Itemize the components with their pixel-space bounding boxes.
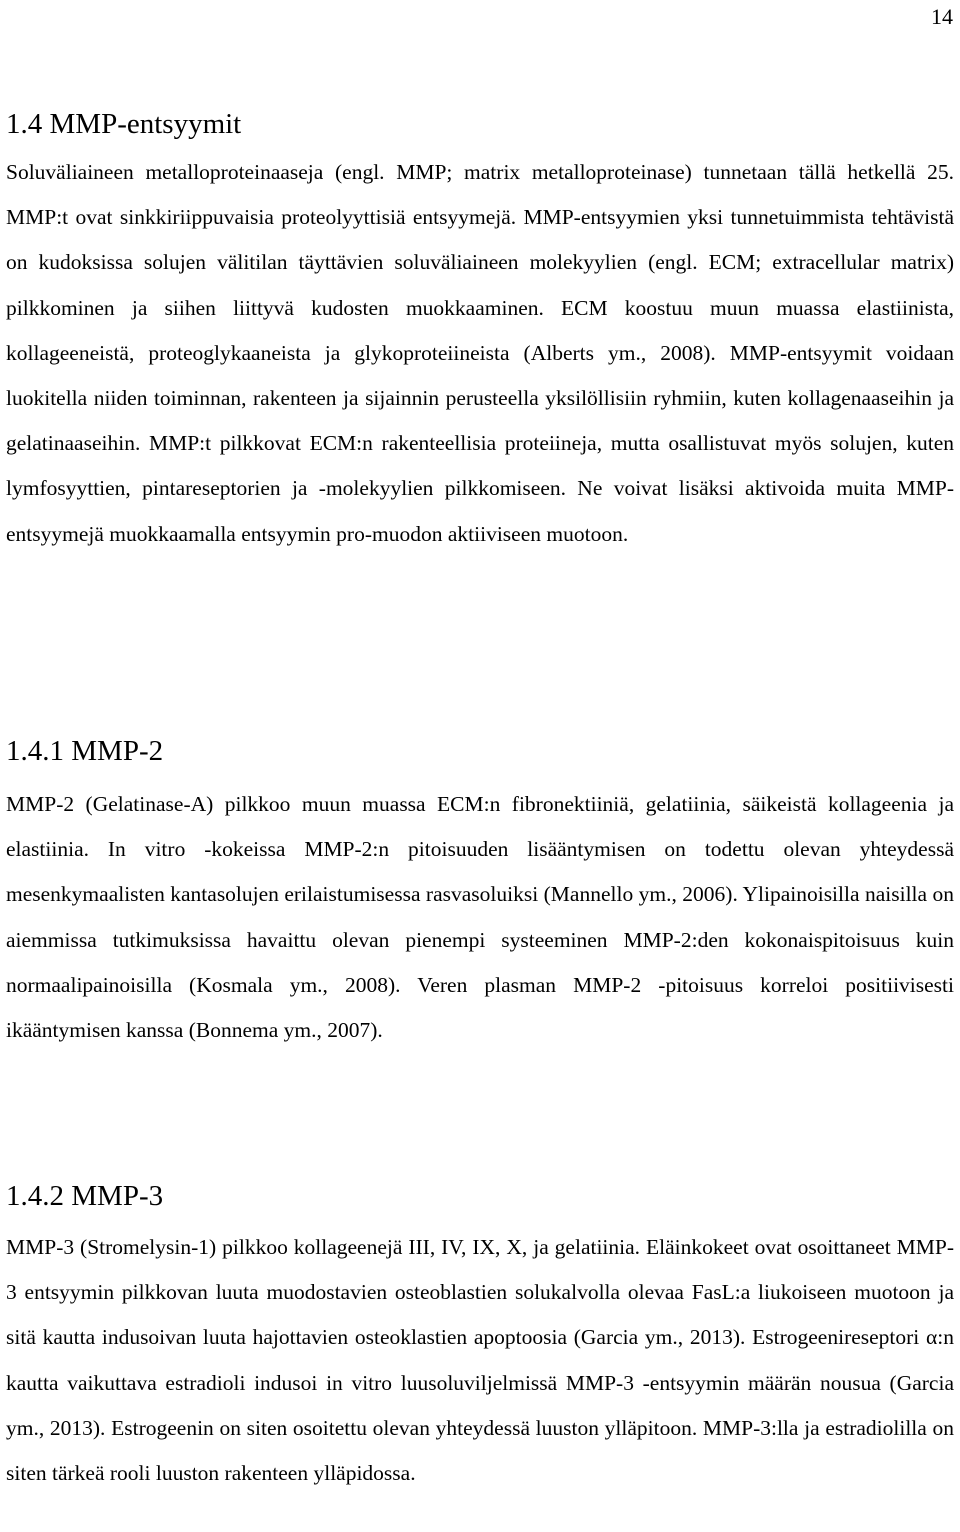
section-heading: 1.4.1 MMP-2 <box>6 735 164 767</box>
section-paragraph: Soluväliaineen metalloproteinaaseja (engl. MMP; matrix metalloproteinase) tunnetaan tällä hetkellä 25. MMP:t ovat sinkkiriippuvaisia proteolyyttisiä entsyymejä. MMP-entsyymien yksi tunnetuimmista tehtävistä on kudoksissa solujen välitilan täyttävien soluväliaineen molekyylien (engl. ECM; extracellular matrix) pilkkominen ja siihen liittyvä kudosten muokkaaminen. ECM koostuu muun muassa elastiinista, kollageeneistä, proteoglykaaneista ja glykoproteiineista (Alberts ym., 2008). MMP-entsyymit voidaan luokitella niiden toiminnan, rakenteen ja sijainnin perusteella yksilöllisiin ryhmiin, kuten kollagenaaseihin ja gelatinaaseihin. MMP:t pilkkovat ECM:n rakenteellisia proteiineja, mutta osallistuvat myös solujen, kuten lymfosyyttien, pintareseptorien ja -molekyylien pilkkomiseen. Ne voivat lisäksi aktivoida muita MMP-entsyymejä muokkaamalla entsyymin pro-muodon aktiiviseen muotoon. <box>6 160 954 546</box>
section-heading: 1.4.2 MMP-3 <box>6 1180 164 1212</box>
section-mmp-2 <box>6 733 954 1053</box>
section-paragraph: MMP-3 (Stromelysin-1) pilkkoo kollageenejä III, IV, IX, X, ja gelatiinia. Eläinkokeet ovat osoittaneet MMP-3 entsyymin pilkkovan luuta muodostavien osteoblastien solukalvolla olevaa FasL:a liukoiseen muotoon ja sitä kautta indusoivan luuta hajottavien osteoklastien apoptoosia (Garcia ym., 2013). Estrogeenireseptori α:n kautta vaikuttava estradioli indusoi in vitro luusoluviljelmissä MMP-3 -entsyymin määrän nousua (Garcia ym., 2013). Estrogeenin on siten osoitettu olevan yhteydessä luuston ylläpitoon. MMP-3:lla ja estradiolilla on siten tärkeä rooli luuston rakenteen ylläpidossa. <box>6 1235 954 1486</box>
section-mmp-3 <box>6 1178 954 1496</box>
section-paragraph: MMP-2 (Gelatinase-A) pilkkoo muun muassa ECM:n fibronektiiniä, gelatiinia, säikeistä kollageenia ja elastiinia. In vitro -kokeissa MMP-2:n pitoisuuden lisääntymisen on todettu olevan yhteydessä mesenkymaalisten kantasolujen erilaistumisessa rasvasoluiksi (Mannello ym., 2006). Ylipainoisilla naisilla on aiemmissa tutkimuksissa havaittu olevan pienempi systeeminen MMP-2:den kokonaispitoisuus kuin normaalipainoisilla (Kosmala ym., 2008). Veren plasman MMP-2 -pitoisuus korreloi positiivisesti ikääntymisen kanssa (Bonnema ym., 2007). <box>6 792 954 1043</box>
section-heading: 1.4 MMP-entsyymit <box>6 108 242 140</box>
section-mmp-entsyymit <box>6 106 954 557</box>
page-number: 14 <box>931 4 953 29</box>
